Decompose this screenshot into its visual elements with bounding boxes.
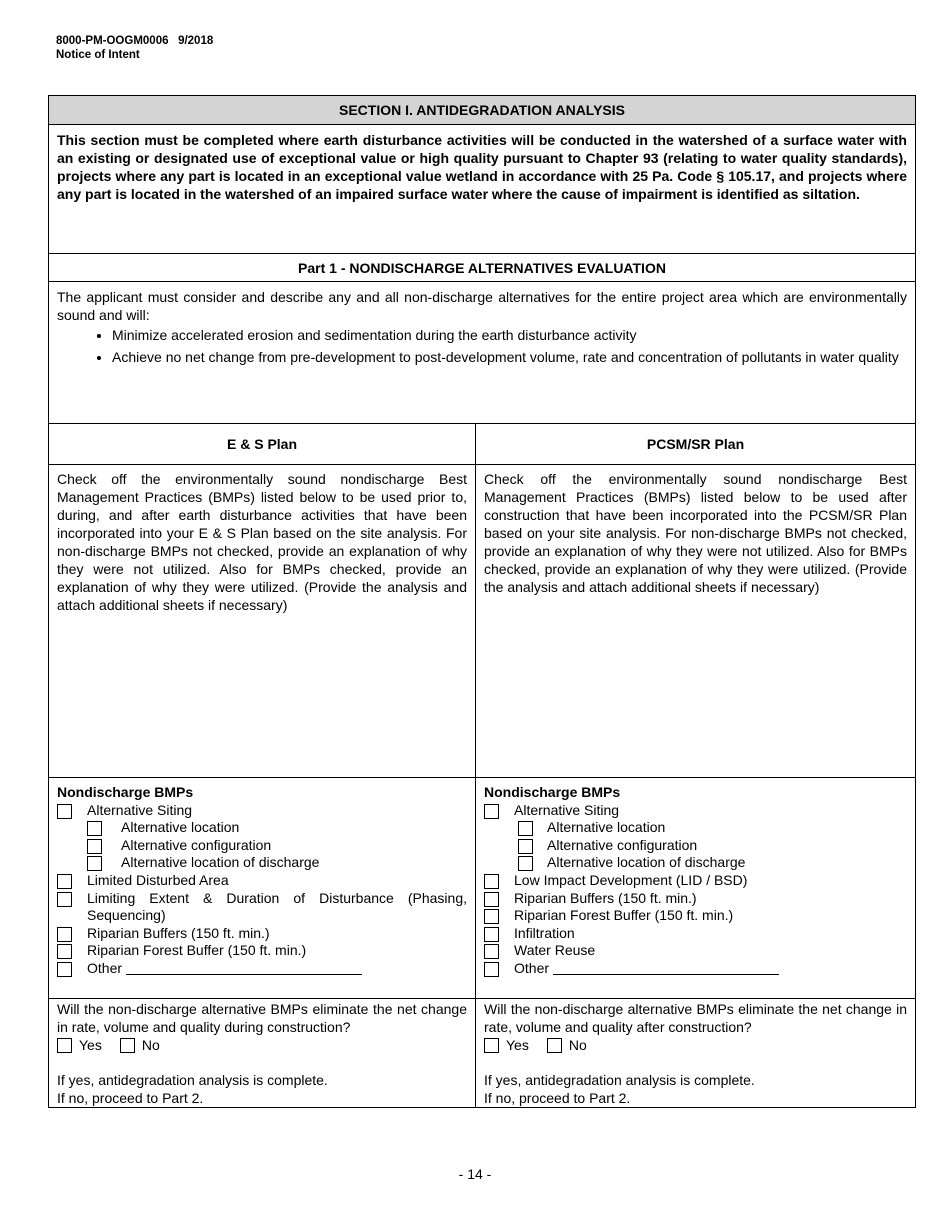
- checkbox[interactable]: [57, 804, 72, 819]
- bmp-riparian-forest-buffer[interactable]: Riparian Forest Buffer (150 ft. min.): [484, 907, 907, 925]
- bmp-alternative-siting[interactable]: Alternative Siting: [484, 802, 907, 820]
- bmp-infiltration[interactable]: Infiltration: [484, 925, 907, 943]
- bmp-title: Nondischarge BMPs: [57, 784, 194, 800]
- bmp-alternative-location[interactable]: Alternative location: [57, 819, 467, 837]
- other-input-line[interactable]: [126, 960, 362, 975]
- part1-requirement: [49, 282, 915, 424]
- yes-label: Yes: [79, 1037, 102, 1054]
- checkbox[interactable]: [484, 944, 499, 959]
- bmp-other[interactable]: Other: [57, 960, 467, 978]
- section-title: SECTION I. ANTIDEGRADATION ANALYSIS: [49, 96, 915, 125]
- checkbox[interactable]: [518, 839, 533, 854]
- yes-note: If yes, antidegradation analysis is complete.: [484, 1072, 755, 1089]
- es-yes-no: [57, 1037, 467, 1055]
- part1-title: Part 1 - NONDISCHARGE ALTERNATIVES EVALUATION: [49, 254, 915, 282]
- bmp-alternative-location-discharge[interactable]: Alternative location of discharge: [484, 854, 907, 872]
- antidegradation-section: [48, 95, 916, 1108]
- no-note: If no, proceed to Part 2.: [57, 1089, 204, 1106]
- checkbox[interactable]: [484, 804, 499, 819]
- bmp-alternative-location-discharge[interactable]: Alternative location of discharge: [57, 854, 467, 872]
- form-header: [56, 34, 213, 62]
- checkbox[interactable]: [57, 874, 72, 889]
- checkbox[interactable]: [87, 839, 102, 854]
- es-plan-heading: E & S Plan: [49, 424, 476, 464]
- checkbox[interactable]: [87, 856, 102, 871]
- checkbox[interactable]: [484, 909, 499, 924]
- yes-checkbox[interactable]: [484, 1038, 499, 1053]
- checkbox[interactable]: [484, 927, 499, 942]
- bmp-other[interactable]: Other: [484, 960, 907, 978]
- checkbox[interactable]: [57, 892, 72, 907]
- checkbox[interactable]: [87, 821, 102, 836]
- bmp-low-impact-development[interactable]: Low Impact Development (LID / BSD): [484, 872, 907, 890]
- bmp-riparian-buffers[interactable]: Riparian Buffers (150 ft. min.): [484, 890, 907, 908]
- no-label: No: [568, 1037, 587, 1054]
- no-checkbox[interactable]: [547, 1038, 562, 1053]
- pcsm-bmp-list: [476, 778, 915, 998]
- no-note: If no, proceed to Part 2.: [484, 1089, 631, 1106]
- es-bmp-list: [49, 778, 476, 998]
- page-number: - 14 -: [458, 1166, 492, 1182]
- pcsm-question-cell: [476, 999, 915, 1107]
- pcsm-plan-description[interactable]: Check off the environmentally sound nondischarge Best Management Practices (BMPs) listed below to be used after construction that have been incorporated into the PCSM/SR Plan based on your site analysis. For non-discharge BMPs not checked, provide an explanation of why they were not utilized. Also for BMPs checked, provide an explanation of why they were utilized. (Provide the analysis and attach additional sheets if necessary): [484, 471, 907, 595]
- bullet-item: • Minimize accelerated erosion and sedimentation during the earth disturbance activity: [112, 326, 907, 344]
- bmp-riparian-forest-buffer[interactable]: Riparian Forest Buffer (150 ft. min.): [57, 942, 467, 960]
- yes-note: If yes, antidegradation analysis is complete.: [57, 1072, 328, 1089]
- question-row: [49, 999, 915, 1107]
- es-plan-description[interactable]: Check off the environmentally sound nondischarge Best Management Practices (BMPs) listed below to be used prior to, during, and after earth disturbance activities that have been incorporated into your E & S Plan based on the site analysis. For non-discharge BMPs not checked, provide an explanation of why they were not utilized. Also for BMPs checked, provide an explanation of why they were utilized. (Provide the analysis and attach additional sheets if necessary): [49, 465, 476, 777]
- checkbox[interactable]: [484, 874, 499, 889]
- section-intro: This section must be completed where earth disturbance activities will be conducted in the watershed of a surface water with an existing or designated use of exceptional value or high quality pursuant to Chapter 93 (relating to water quality standards), projects where any part is located in an exceptional value wetland in accordance with 25 Pa. Code § 105.17, and projects where any part is located in the watershed of an impaired surface water where the cause of impairment is identified as siltation.: [49, 125, 915, 254]
- checkbox[interactable]: [57, 962, 72, 977]
- no-label: No: [141, 1037, 160, 1054]
- bmp-limited-disturbed-area[interactable]: Limited Disturbed Area: [57, 872, 467, 890]
- bmp-row: [49, 778, 915, 999]
- bmp-limiting-extent[interactable]: Limiting Extent & Duration of Disturbance (Phasing, Sequencing): [57, 890, 467, 925]
- bullet-item: • Achieve no net change from pre-development to post-development volume, rate and concentration of pollutants in water quality: [112, 348, 907, 366]
- requirement-bullets: [57, 326, 907, 366]
- pcsm-yes-no: [484, 1037, 907, 1055]
- pcsm-plan-heading: PCSM/SR Plan: [646, 436, 745, 452]
- yes-checkbox[interactable]: [57, 1038, 72, 1053]
- other-input-line[interactable]: [553, 960, 779, 975]
- bmp-alternative-siting[interactable]: Alternative Siting: [57, 802, 467, 820]
- checkbox[interactable]: [484, 962, 499, 977]
- pcsm-question: Will the non-discharge alternative BMPs eliminate the net change in rate, volume and quality after construction?: [484, 1001, 907, 1035]
- no-checkbox[interactable]: [120, 1038, 135, 1053]
- bmp-riparian-buffers[interactable]: Riparian Buffers (150 ft. min.): [57, 925, 467, 943]
- description-row: [49, 465, 915, 778]
- requirement-text: The applicant must consider and describe any and all non-discharge alternatives for the entire project area which are environmentally sound and will:: [57, 289, 907, 323]
- checkbox[interactable]: [518, 821, 533, 836]
- form-title: Notice of Intent: [56, 49, 140, 61]
- checkbox[interactable]: [57, 944, 72, 959]
- yes-label: Yes: [506, 1037, 529, 1054]
- bmp-water-reuse[interactable]: Water Reuse: [484, 942, 907, 960]
- bmp-alternative-location[interactable]: Alternative location: [484, 819, 907, 837]
- checkbox[interactable]: [57, 927, 72, 942]
- column-headings: [49, 424, 915, 465]
- checkbox[interactable]: [484, 892, 499, 907]
- es-question-cell: [49, 999, 476, 1107]
- bmp-alternative-configuration[interactable]: Alternative configuration: [57, 837, 467, 855]
- checkbox[interactable]: [518, 856, 533, 871]
- es-question: Will the non-discharge alternative BMPs eliminate the net change in rate, volume and quality during construction?: [57, 1001, 467, 1035]
- bmp-alternative-configuration[interactable]: Alternative configuration: [484, 837, 907, 855]
- bmp-title: Nondischarge BMPs: [484, 784, 621, 800]
- form-code: 8000-PM-OOGM0006 9/2018: [56, 35, 214, 47]
